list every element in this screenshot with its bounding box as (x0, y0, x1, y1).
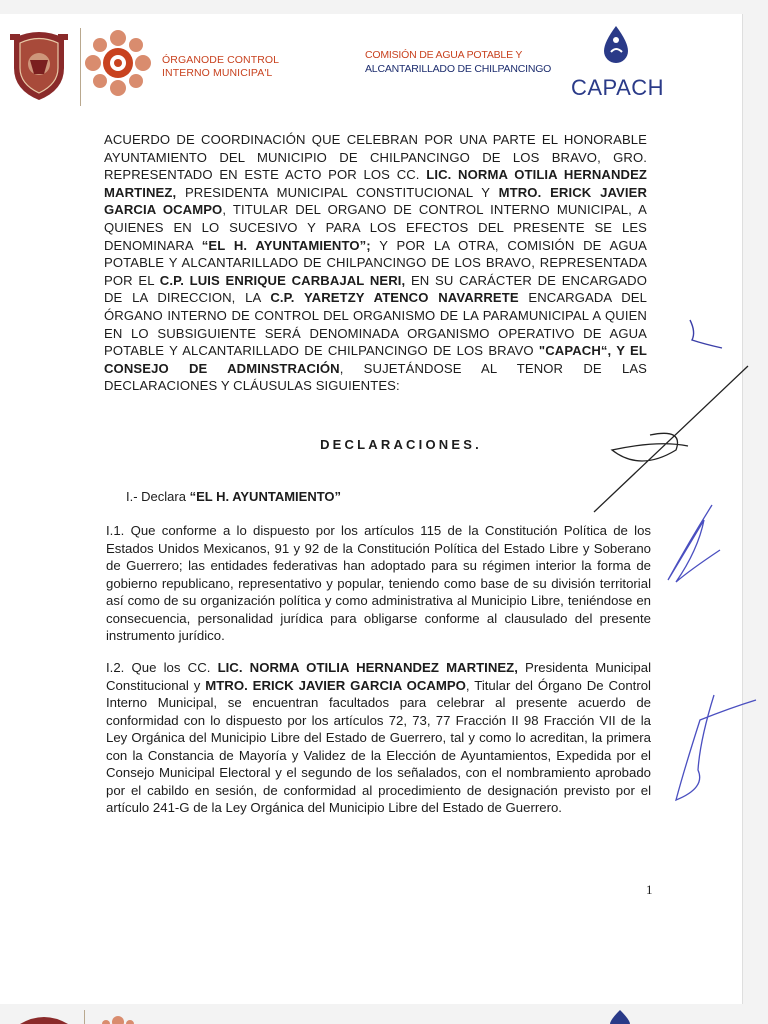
organo-control-title (162, 54, 279, 80)
p12-bold-1: LIC. NORMA OTILIA HERNANDEZ MARTINEZ, (217, 660, 518, 675)
intro-bold-2: MTRO. ERICK JAVIER GARCIA OCAMPO (104, 184, 648, 218)
intro-text-4: Y POR LA OTRA, COMISIÓN DE AGUA POTABLE Y ALCANTARILLADO DE CHILPANCINGO DE LOS BRAVO, REPRESENTADA POR EL (104, 237, 647, 288)
p12-text-3: , Titular del Órgano De Control Interno Municipal, se encuentran facultados para celebrar al presente acuerdo de conformidad con lo dispuesto por los artículos 72, 73, 77 Fracción II 98 Fracción VII de la Ley Orgánica del Municipio Libre del Estado de Guerrero, tal y como lo acreditan, la primera con la Constancia de Mayoría y Validez de la Elección de Ayuntamientos, Expedida por el Consejo Municipal Electoral y el segundo de los señalados, con el nombramiento aprobado por el cabildo en sesión, de conformidad al procedimiento de designación previsto por el artículo 241-G de la Ley Orgánica del Municipio Libre del Estado de Guerrero. (106, 677, 651, 815)
next-page-crest-icon (16, 1008, 72, 1024)
declara-bold: “EL H. AYUNTAMIENTO” (189, 489, 342, 504)
declara-heading (126, 488, 341, 505)
intro-text-6: ENCARGADA DEL ÓRGANO INTERNO DE CONTROL DEL ORGANISMO DE LA PARAMUNICIPAL A QUIEN EN LO SUBSIGUIENTE SERÁ DENOMINADA ORGANISMO OPERATIVO DE AGUA POTABLE Y ALCANTARILLADO DE CHILPANCINGO DE LOS BRAVO (104, 290, 648, 359)
municipal-crest-icon (8, 24, 70, 104)
page-number: 1 (646, 882, 653, 897)
p12-text-1: I.2. Que los CC. (106, 660, 218, 675)
next-page-drop-icon (606, 1010, 634, 1024)
clause-1-2 (106, 659, 651, 817)
next-page-divider (84, 1010, 85, 1024)
intro-bold-4: C.P. LUIS ENRIQUE CARBAJAL NERI, (159, 272, 406, 288)
intro-bold-5: C.P. YARETZY ATENCO NAVARRETE (270, 290, 519, 306)
p12-text-2: Presidenta Municipal Constitucional y (106, 660, 651, 693)
org-line-2: INTERNO MUNICIPA'L (162, 67, 273, 79)
intro-text-1: ACUERDO DE COORDINACIÓN QUE CELEBRAN POR UNA PARTE EL HONORABLE AYUNTAMIENTO DEL MUNICIPIO DE CHILPANCINGO DE LOS BRAVO, GRO. REPRESENTADO EN ESTE ACTO POR LOS CC. (104, 132, 647, 183)
intro-bold-1: LIC. NORMA OTILIA HERNANDEZ MARTINEZ, (104, 167, 648, 200)
next-page-flower-icon (98, 1012, 138, 1024)
declara-prefix: I.- Declara (126, 489, 190, 504)
letterhead (0, 14, 742, 104)
intro-text-2: PRESIDENTA MUNICIPAL CONSTITUCIONAL Y (176, 184, 499, 200)
p12-bold-2: MTRO. ERICK JAVIER GARCIA OCAMPO (205, 677, 466, 693)
water-drop-icon (600, 24, 632, 64)
intro-paragraph (104, 131, 647, 395)
document-page (0, 14, 742, 1004)
comision-line-2: ALCANTARILLADO DE CHILPANCINGO (365, 63, 552, 75)
intro-text-5: EN SU CARÁCTER DE ENCARGADO DE LA DIRECCION, LA (104, 272, 647, 306)
comision-line-1: COMISIÓN DE AGUA POTABLE Y (365, 49, 523, 61)
intro-bold-6: "CAPACH“, Y EL CONSEJO DE ADMINSTRACIÓN (104, 343, 647, 376)
section-title: DECLARACIONES. (320, 437, 482, 452)
intro-text-7: , SUJETÁNDOSE AL TENOR DE LAS DECLARACIONES Y CLÁUSULAS SIGUIENTES: (104, 360, 648, 394)
clause-1-1: I.1. Que conforme a lo dispuesto por los artículos 115 de la Constitución Política de los Estados Unidos Mexicanos, 91 y 92 de la Constitución Política del Estado Libre y Soberano de Guerrero; las entidades federativas han adoptado para su régimen interior la forma de gobierno republicano, representativo y popular, teniendo como base de su división territorial así como de su organización política y como administrativa al Municipio Libre, teniéndose en consecuencia, personalidad jurídica para obligarse conforme al clausulado del presente instrumento jurídico. (106, 523, 651, 643)
org-line-1: ÓRGANODE CONTROL (162, 54, 280, 66)
capach-logo-text: CAPACH (571, 75, 665, 100)
comision-title (365, 48, 551, 76)
intro-bold-3: “EL H. AYUNTAMIENTO”; (201, 237, 371, 253)
header-divider (80, 28, 81, 106)
intro-text-3: , TITULAR DEL ORGANO DE CONTROL INTERNO MUNICIPAL, A QUIENES EN LO SUCESIVO Y PARA LOS EFECTOS DEL PRESENTE SE LES DENOMINARA (104, 202, 647, 253)
organo-control-logo-icon (84, 28, 152, 98)
